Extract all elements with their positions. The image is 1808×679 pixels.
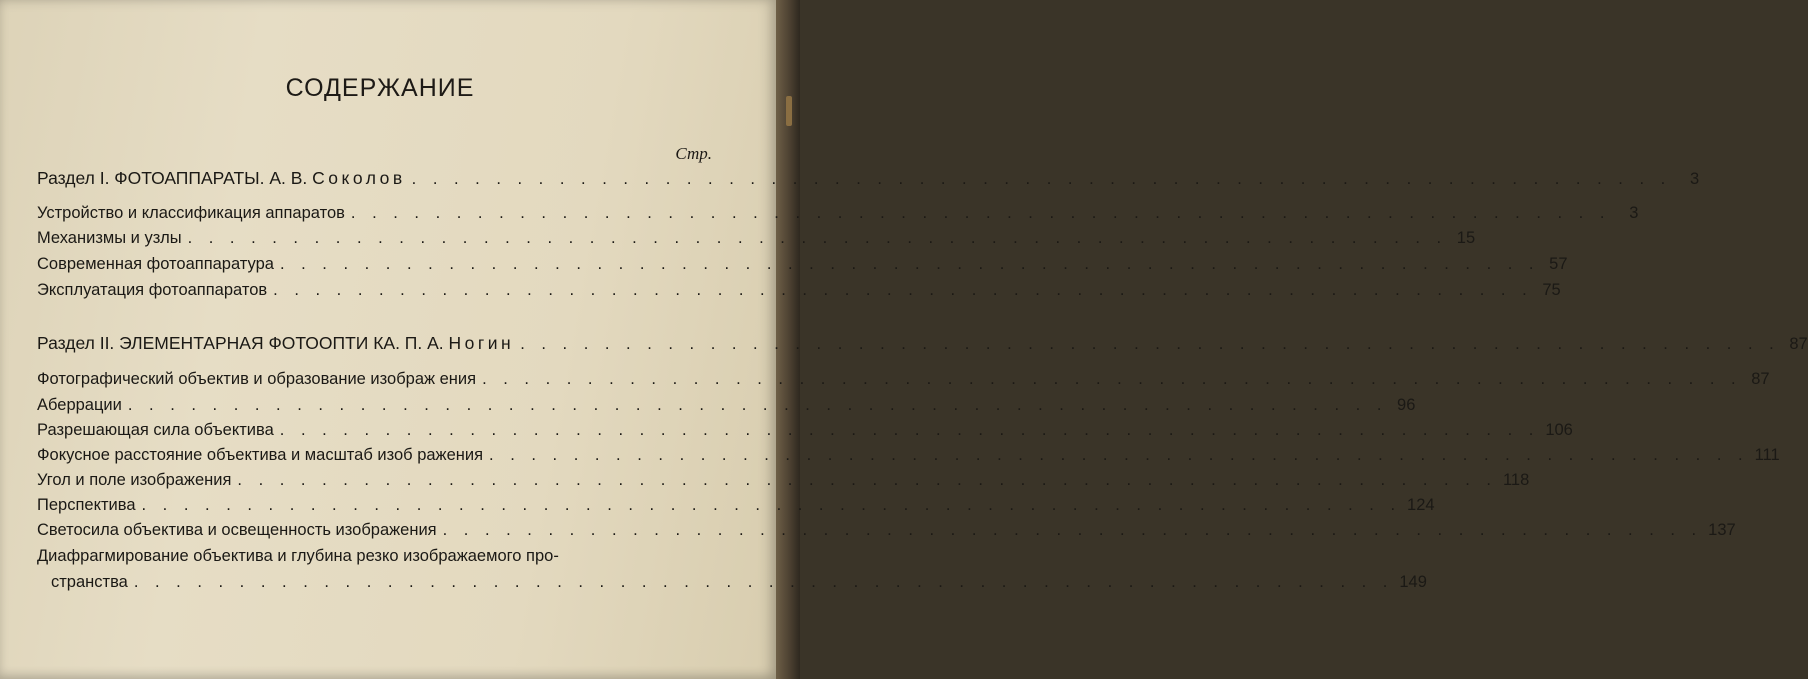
toc-entry-label: Перспектива (37, 496, 136, 514)
toc-entry (37, 281, 1561, 305)
page-number: 87 (1789, 335, 1808, 353)
toc-entry (37, 370, 1770, 394)
toc-entry (37, 496, 1435, 520)
page-number: 137 (1708, 521, 1736, 539)
page-number: 57 (1549, 255, 1568, 273)
toc-entry-label: Угол и поле изображения (37, 471, 232, 489)
toc-entry-label: Фотографический объектив и образование изображ ения (37, 370, 477, 388)
section-heading-2 (37, 333, 1808, 357)
dot-leader: . . . . . . . . . . . . . . . . . . . . . . . . . . . . . . . . . . . . . . . . . . . . . . . . . . . . . . . . . . . . (520, 335, 1780, 353)
dot-leader: . . . . . . . . . . . . . . . . . . . . . . . . . . . . . . . . . . . . . . . . . . . . . . . . . . . . . . . . . . . . (489, 446, 1749, 464)
section-heading-text: Раздел I. ФОТОАППАРАТЫ. А. В. (37, 168, 313, 188)
dot-leader: . . . . . . . . . . . . . . . . . . . . . . . . . . . . . . . . . . . . . . . . . . . . . . . . . . . . . . . . . . . . (442, 521, 1703, 539)
dot-leader: . . . . . . . . . . . . . . . . . . . . . . . . . . . . . . . . . . . . . . . . . . . . . . . . . . . . . . . . . . . . (350, 204, 1611, 222)
toc-entry (37, 471, 1530, 495)
page-number: 3 (1629, 204, 1639, 222)
page-number: 15 (1456, 229, 1476, 247)
dot-leader: . . . . . . . . . . . . . . . . . . . . . . . . . . . . . . . . . . . . . . . . . . . . . . . . . . . . . . . . . . . . (237, 471, 1497, 489)
page-number: 87 (1751, 370, 1770, 388)
section-heading-text: Раздел II. ЭЛЕМЕНТАРНАЯ ФОТООПТИ КА. П. А. (37, 333, 449, 353)
toc-entry-label: Светосила объектива и освещенность изображения (37, 521, 437, 539)
dot-leader: . . . . . . . . . . . . . . . . . . . . . . . . . . . . . . . . . . . . . . . . . . . . . . . . . . . . . . . . . . . . (187, 229, 1448, 247)
page-number: 106 (1545, 421, 1573, 439)
page-number: 149 (1399, 573, 1427, 591)
dot-leader: . . . . . . . . . . . . . . . . . . . . . . . . . . . . . . . . . . . . . . . . . . . . . . . . . . . . . . . . . . . . (273, 281, 1533, 299)
toc-entry (37, 573, 1427, 597)
toc-entry-first-line (37, 547, 722, 571)
section-author: Ногин (448, 333, 515, 353)
dot-leader: . . . . . . . . . . . . . . . . . . . . . . . . . . . . . . . . . . . . . . . . . . . . . . . . . . . . . . . . . . . . (133, 573, 1394, 591)
page-number: 111 (1754, 446, 1780, 464)
toc-entry-label: Фокусное расстояние объектива и масштаб изоб ражения (37, 446, 484, 464)
toc-entry (37, 446, 1780, 470)
dot-leader: . . . . . . . . . . . . . . . . . . . . . . . . . . . . . . . . . . . . . . . . . . . . . . . . . . . . . . . . . . . . (411, 170, 1672, 188)
spine-mark (786, 96, 792, 126)
page-number: 3 (1690, 170, 1700, 188)
section-heading-label (37, 168, 406, 189)
toc-entry (37, 521, 1736, 545)
toc-entry-label: Современная фотоаппаратура (37, 255, 274, 273)
dot-leader: . . . . . . . . . . . . . . . . . . . . . . . . . . . . . . . . . . . . . . . . . . . . . . . . . . . . . . . . . . . . (279, 421, 1540, 439)
page-title: СОДЕРЖАНИЕ (285, 74, 475, 102)
toc-entry (37, 229, 1476, 253)
toc-entry-label: Разрешающая сила объектива (37, 421, 274, 439)
toc-entry-label: Диафрагмирование объектива и глубина резко изображаемого про- (37, 547, 559, 565)
toc-entry-label: Устройство и классификация аппаратов (37, 204, 345, 222)
dot-leader: . . . . . . . . . . . . . . . . . . . . . . . . . . . . . . . . . . . . . . . . . . . . . . . . . . . . . . . . . . . . (482, 370, 1742, 388)
page-column-label: Стр. (675, 144, 712, 163)
page-number: 96 (1397, 396, 1416, 414)
toc-entry (37, 255, 1568, 279)
page-number: 75 (1542, 281, 1561, 299)
toc-entry-label: Эксплуатация фотоаппаратов (37, 281, 268, 299)
section-heading-label (37, 333, 514, 354)
section-heading-1 (37, 168, 1700, 192)
page-number: 124 (1407, 496, 1435, 514)
dot-leader: . . . . . . . . . . . . . . . . . . . . . . . . . . . . . . . . . . . . . . . . . . . . . . . . . . . . . . . . . . . . (141, 496, 1402, 514)
page-number: 118 (1502, 471, 1530, 489)
dot-leader: . . . . . . . . . . . . . . . . . . . . . . . . . . . . . . . . . . . . . . . . . . . . . . . . . . . . . . . . . . . . (127, 396, 1388, 414)
section-author: Соколов (312, 168, 406, 188)
dot-leader: . . . . . . . . . . . . . . . . . . . . . . . . . . . . . . . . . . . . . . . . . . . . . . . . . . . . . . . . . . . . (279, 255, 1540, 273)
toc-entry (37, 396, 1416, 420)
toc-entry-label: Механизмы и узлы (37, 229, 182, 247)
toc-entry-label: странства (51, 573, 128, 591)
toc-entry (37, 421, 1573, 445)
toc-entry (37, 204, 1639, 228)
toc-entry-label: Аберрации (37, 396, 122, 414)
